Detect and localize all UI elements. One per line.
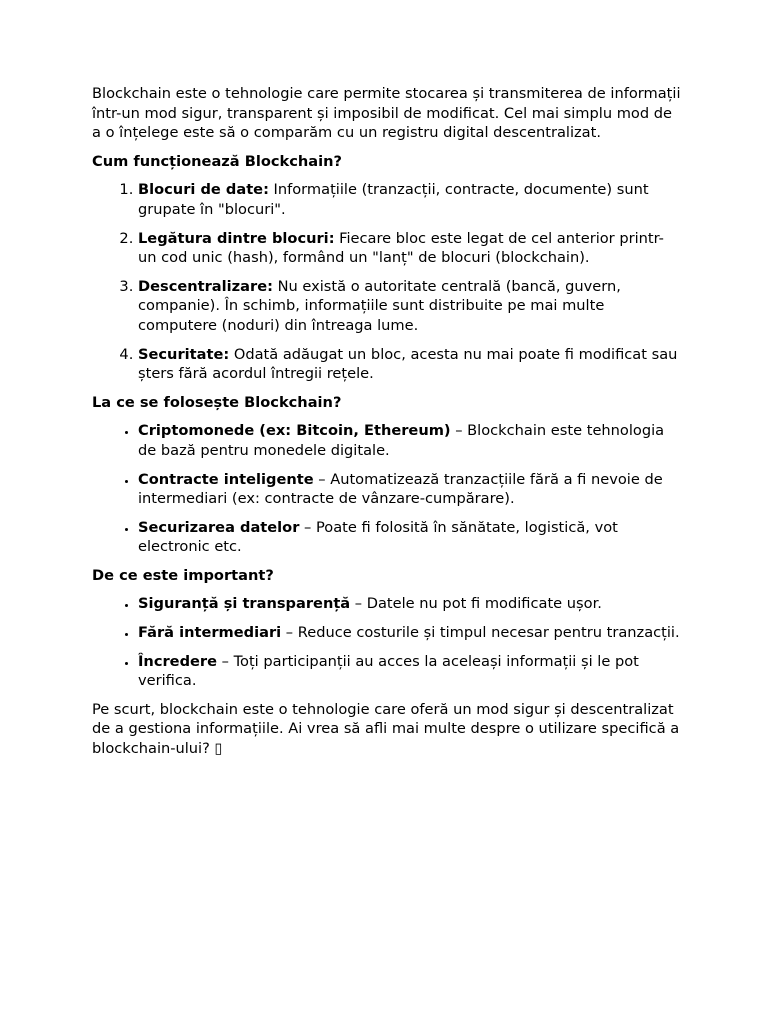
item-term: Legătura dintre blocuri: [138, 229, 335, 247]
item-term: Securizarea datelor [138, 518, 300, 536]
importance-list [92, 594, 682, 690]
section-heading-how-it-works: Cum funcționează Blockchain? [92, 152, 342, 170]
missing-glyph-icon: ▯ [214, 740, 223, 758]
item-text: Fiecare bloc este legat de cel anterior printr-un cod unic (hash), formând un "lanț" de blocuri (blockchain). [138, 229, 664, 267]
outro-text: Pe scurt, blockchain este o tehnologie care oferă un mod sigur și descentralizat de a gestiona informațiile. Ai vrea să afli mai multe despre o utilizare specifică a blockchain-ului? [92, 700, 680, 758]
uses-list [92, 421, 682, 557]
outro-paragraph [92, 700, 682, 759]
document-body [92, 84, 682, 768]
item-term: Criptomonede (ex: Bitcoin, Ethereum) [138, 422, 451, 440]
item-text: – Automatizează tranzacțiile fără a fi nevoie de intermediari (ex: contracte de vânzare-cumpărare). [138, 470, 663, 508]
item-text: – Datele nu pot fi modificate ușor. [350, 595, 602, 613]
item-text: Informațiile (tranzacții, contracte, documente) sunt grupate în "blocuri". [138, 181, 649, 218]
list-item [138, 345, 682, 384]
list-item [138, 229, 682, 268]
list-item [138, 652, 682, 691]
item-text: – Toți participanții au acces la aceleași informații și le pot verifica. [138, 652, 639, 690]
list-item [138, 421, 682, 460]
item-term: Securitate: [138, 345, 230, 363]
item-text: – Poate fi folosită în sănătate, logistică, vot electronic etc. [138, 518, 618, 556]
list-item [138, 594, 682, 614]
item-text: Nu există o autoritate centrală (bancă, guvern, companie). În schimb, informațiile sunt distribuite pe mai multe computere (noduri) din întreaga lume. [138, 277, 621, 334]
item-text: – Reduce costurile și timpul necesar pentru tranzacții. [281, 624, 680, 642]
item-text: – Blockchain este tehnologia de bază pentru monedele digitale. [138, 422, 665, 459]
section-heading-uses: La ce se folosește Blockchain? [92, 393, 342, 411]
item-term: Contracte inteligente [138, 470, 314, 488]
list-item [138, 623, 682, 643]
item-term: Descentralizare: [138, 277, 273, 295]
item-term: Blocuri de date: [138, 181, 269, 199]
list-item [138, 277, 682, 336]
item-term: Încredere [138, 652, 218, 670]
list-item [138, 470, 682, 509]
how-it-works-list [92, 180, 682, 383]
item-term: Fără intermediari [138, 624, 282, 642]
section-heading-importance: De ce este important? [92, 566, 274, 584]
list-item [138, 180, 682, 219]
item-text: Odată adăugat un bloc, acesta nu mai poate fi modificat sau șters fără acordul întregii rețele. [138, 345, 678, 383]
intro-paragraph: Blockchain este o tehnologie care permite stocarea și transmiterea de informații într-un mod sigur, transparent și imposibil de modificat. Cel mai simplu mod de a o înțelege este să o comparăm cu un registru digital descentralizat. [92, 85, 681, 142]
item-term: Siguranță și transparență [138, 595, 351, 613]
list-item [138, 518, 682, 557]
